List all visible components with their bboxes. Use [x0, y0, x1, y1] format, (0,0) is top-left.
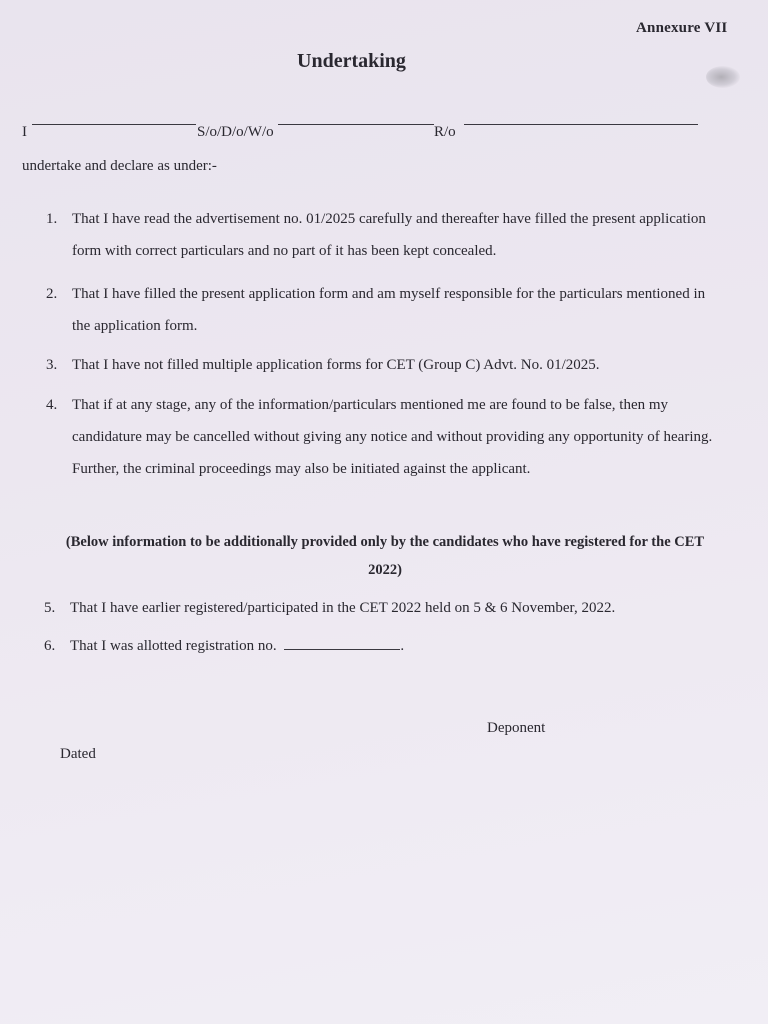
note-line: 2022)	[368, 562, 402, 578]
item-suffix: .	[400, 638, 405, 654]
item-text-line: the application form.	[72, 318, 198, 334]
declaration-prefix: I	[22, 124, 27, 140]
item-number: 3.	[46, 357, 58, 373]
item-text-line: candidature may be cancelled without giving any notice and without providing any opportunity of hearing.	[72, 429, 713, 445]
registration-note	[40, 528, 730, 584]
item-number: 2.	[46, 286, 58, 302]
residence-label: R/o	[434, 124, 456, 140]
declaration-intro: undertake and declare as under:-	[22, 158, 217, 174]
item-number: 5.	[44, 600, 56, 616]
residence-blank	[464, 124, 698, 125]
registration-blank	[284, 635, 400, 650]
item-text-line: Further, the criminal proceedings may also be initiated against the applicant.	[72, 461, 531, 477]
item-text-line: That I was allotted registration no.	[70, 638, 277, 654]
item-number: 1.	[46, 211, 58, 227]
document-title: Undertaking	[297, 50, 406, 72]
item-text-line: That I have earlier registered/participated in the CET 2022 held on 5 & 6 November, 2022.	[70, 600, 616, 616]
item-number: 4.	[46, 397, 58, 413]
name-blank	[32, 124, 196, 125]
item-text-line: That I have read the advertisement no. 01/2025 carefully and thereafter have filled the present application	[72, 211, 706, 227]
item-text-line: That I have not filled multiple application forms for CET (Group C) Advt. No. 01/2025.	[72, 357, 600, 373]
dated-label: Dated	[60, 746, 96, 762]
relation-label: S/o/D/o/W/o	[197, 124, 274, 140]
item-number: 6.	[44, 638, 56, 654]
item-text-line: That I have filled the present application form and am myself responsible for the particulars mentioned in	[72, 286, 706, 302]
declaration-line	[22, 124, 722, 146]
item-text-line: form with correct particulars and no part of it has been kept concealed.	[72, 243, 497, 259]
annexure-label: Annexure VII	[636, 20, 728, 36]
deponent-label: Deponent	[487, 720, 546, 736]
item-text-line: That if at any stage, any of the information/particulars mentioned me are found to be false, then my	[72, 397, 669, 413]
note-line: (Below information to be additionally provided only by the candidates who have registered for the CET	[65, 534, 705, 550]
ink-stain	[706, 66, 740, 88]
relation-blank	[278, 124, 434, 125]
